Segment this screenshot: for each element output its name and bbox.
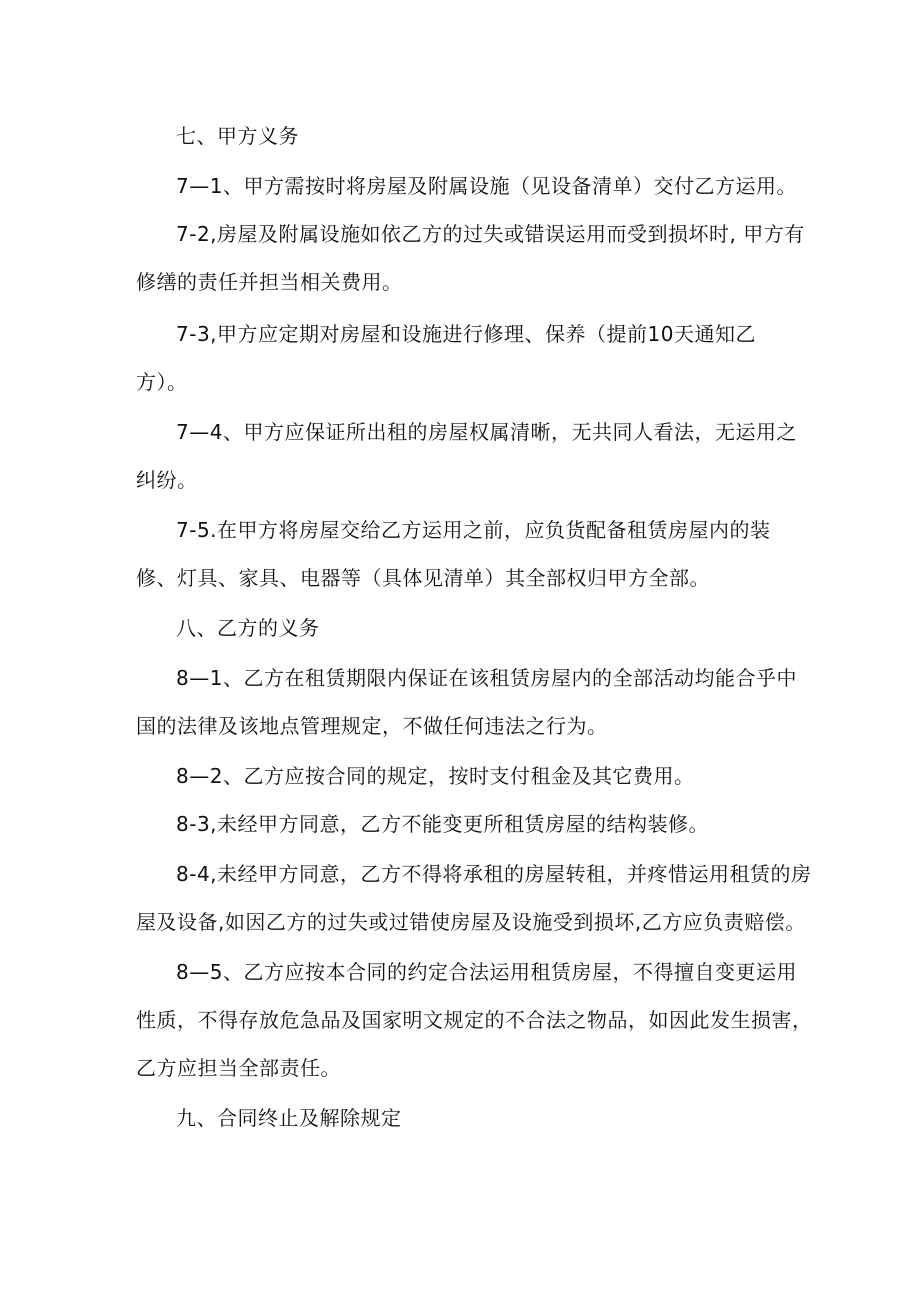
clause-7-4-line-2: 纠纷。 xyxy=(136,468,198,492)
section-heading-7: 七、甲方义务 xyxy=(176,124,299,148)
section-heading-9: 九、合同终止及解除规定 xyxy=(176,1106,402,1130)
clause-7-5-line-1: 7-5.在甲方将房屋交给乙方运用之前，应负货配备租赁房屋内的装 xyxy=(176,518,771,542)
clause-7-1: 7—1、甲方需按时将房屋及附属设施（见设备清单）交付乙方运用。 xyxy=(176,174,797,198)
clause-8-1-line-1: 8—1、乙方在租赁期限内保证在该租赁房屋内的全部活动均能合乎中 xyxy=(176,666,797,690)
clause-7-5-line-2: 修、灯具、家具、电器等（具体见清单）其全部权归甲方全部。 xyxy=(136,566,710,590)
clause-7-2-line-2: 修缮的责任并担当相关费用。 xyxy=(136,270,403,294)
clause-7-3-line-1: 7-3,甲方应定期对房屋和设施进行修理、保养（提前10天通知乙 xyxy=(176,322,756,346)
clause-7-2-line-1: 7-2,房屋及附属设施如依乙方的过失或错误运用而受到损坏时, 甲方有 xyxy=(176,222,805,246)
clause-8-5-line-3: 乙方应担当全部责任。 xyxy=(136,1056,341,1080)
clause-8-1-line-2: 国的法律及该地点管理规定，不做任何违法之行为。 xyxy=(136,714,608,738)
clause-8-5-line-1: 8—5、乙方应按本合同的约定合法运用租赁房屋，不得擅自变更运用 xyxy=(176,960,797,984)
clause-8-2: 8—2、乙方应按合同的规定，按时支付租金及其它费用。 xyxy=(176,764,695,788)
clause-8-5-line-2: 性质，不得存放危急品及国家明文规定的不合法之物品，如因此发生损害， xyxy=(136,1008,813,1032)
clause-7-3-line-2: 方）。 xyxy=(136,370,188,394)
clause-8-4-line-1: 8-4,未经甲方同意，乙方不得将承租的房屋转租，并疼惜运用租赁的房 xyxy=(176,862,812,886)
section-heading-8: 八、乙方的义务 xyxy=(176,616,320,640)
clause-7-4-line-1: 7—4、甲方应保证所出租的房屋权属清晰，无共同人看法，无运用之 xyxy=(176,420,797,444)
clause-8-4-line-2: 屋及设备,如因乙方的过失或过错使房屋及设施受到损坏,乙方应负责赔偿。 xyxy=(136,910,806,934)
clause-8-3: 8-3,未经甲方同意，乙方不能变更所租赁房屋的结构装修。 xyxy=(176,812,710,836)
